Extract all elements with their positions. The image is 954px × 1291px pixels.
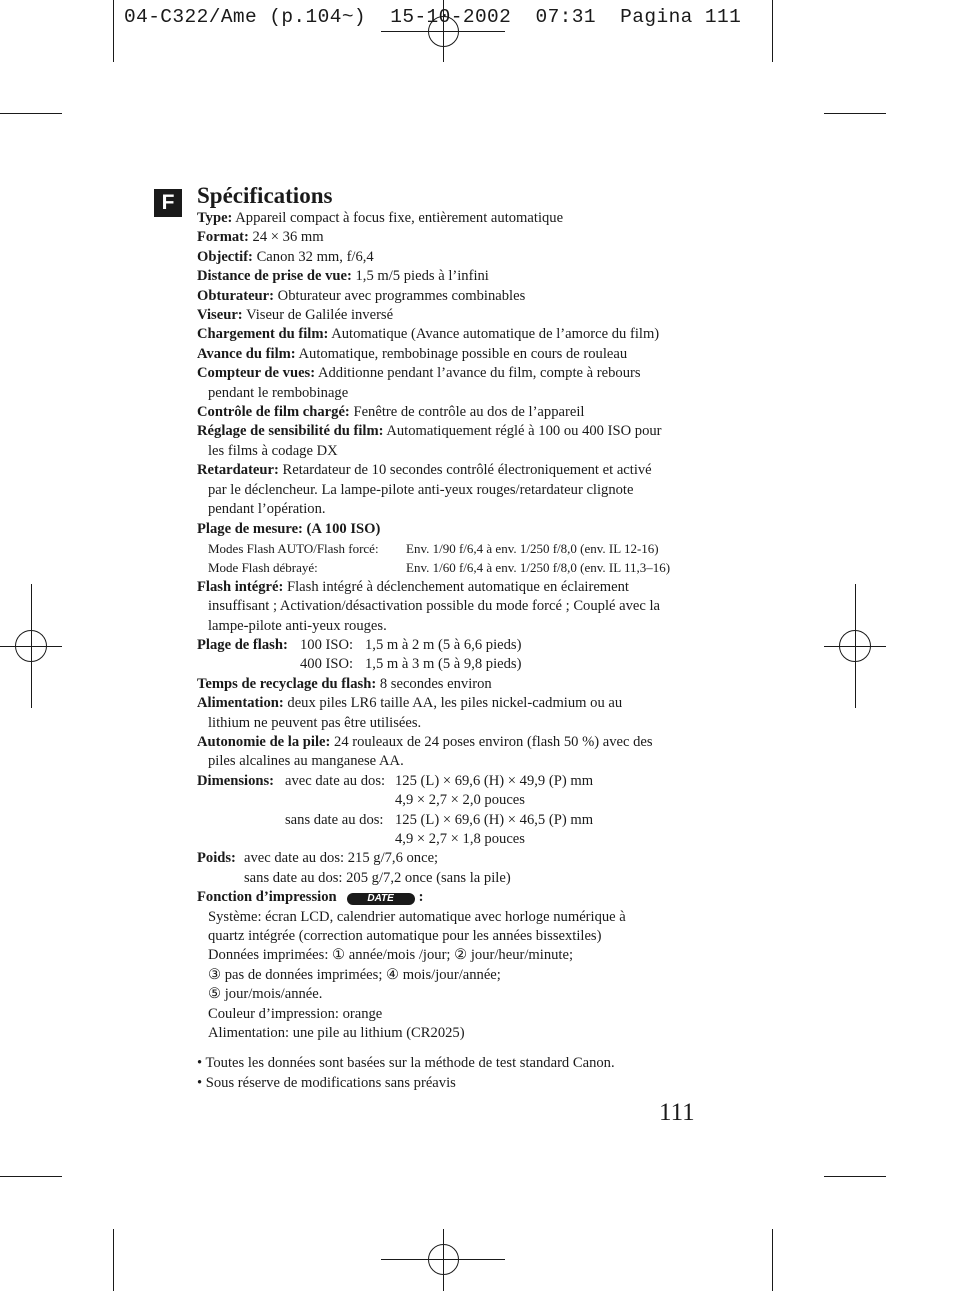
spec-value: Appareil compact à focus fixe, entièrement automatique [235,210,564,226]
spec-list [197,209,717,1093]
spec-label: Obturateur: [197,287,275,304]
metering-row [197,539,717,558]
spec-flash-integre [197,578,717,597]
spec-label: Distance de prise de vue: [197,268,352,285]
spec-distance [197,267,717,286]
spec-continuation: lampe-pilote anti-yeux rouges. [208,617,387,634]
spec-label: Réglage de sensibilité du film: [197,423,384,440]
date-function-line: Système: écran LCD, calendrier automatique avec horloge numérique à [208,908,626,925]
flash-range-value: 1,5 m à 2 m (5 à 6,6 pieds) [365,636,522,653]
spec-sensibilite [197,422,717,441]
registration-mark [15,630,47,662]
metering-value: Env. 1/60 f/6,4 à env. 1/250 f/8,0 (env. IL 11,3–16) [406,560,671,576]
spec-format [197,228,717,247]
flash-range-value: 1,5 m à 3 m (5 à 9,8 pieds) [365,656,522,673]
dimensions-value: 4,9 × 2,7 × 2,0 pouces [395,792,525,809]
spec-type [197,209,717,228]
spec-label: Contrôle de film chargé: [197,404,350,421]
spec-value: Obturateur avec programmes combinables [277,287,526,304]
flash-range-iso: 100 ISO: [300,636,354,653]
spec-label: Poids: [197,850,236,867]
metering-row [197,558,717,577]
spec-label: Objectif: [197,248,253,265]
date-function-line: Couleur d’impression: orange [208,1005,383,1022]
spec-continuation: piles alcalines au manganese AA. [208,753,404,770]
spec-value: Canon 32 mm, f/6,4 [256,248,374,265]
weight-value: sans date au dos: 205 g/7,2 once (sans la pile) [244,869,511,886]
metering-value: Env. 1/90 f/6,4 à env. 1/250 f/8,0 (env. IL 12-16) [406,540,659,556]
page-number: 111 [659,1099,695,1126]
dimensions-value: 4,9 × 2,7 × 1,8 pouces [395,831,525,847]
spec-continuation: pendant l’opération. [208,501,326,518]
spec-value: Automatiquement réglé à 100 ou 400 ISO pour [386,423,662,440]
spec-value: 24 × 36 mm [252,229,324,246]
spec-value: Viseur de Galilée inversé [246,307,394,324]
date-function-line: ③ pas de données imprimées; ④ mois/jour/année; [208,966,501,983]
dimensions-variant: avec date au dos: [285,772,386,789]
spec-label: Alimentation: [197,695,284,712]
registration-mark [428,1244,459,1275]
spec-retardateur [197,461,717,480]
spec-controle [197,403,717,422]
footnotes [197,1054,717,1093]
spec-value: Retardateur de 10 secondes contrôlé électroniquement et activé [282,462,652,479]
dimensions-row [197,772,717,791]
date-function-line: ⑤ jour/mois/année. [208,986,323,1003]
spec-label: Autonomie de la pile: [197,733,331,750]
language-badge: F [154,189,182,217]
footnote: • Toutes les données sont basées sur la méthode de test standard Canon. [197,1055,615,1072]
spec-label: Plage de flash: [197,636,288,653]
registration-mark [839,630,871,662]
metering-mode: Modes Flash AUTO/Flash forcé: [208,540,379,556]
spec-value: Additionne pendant l’avance du film, compte à rebours [317,365,641,382]
dimensions-variant: sans date au dos: [285,811,384,828]
spec-label: Viseur: [197,307,243,324]
spec-compteur [197,364,717,383]
spec-value: Automatique (Avance automatique de l’amorce du film) [331,326,660,343]
spec-label: Format: [197,229,249,246]
print-job-header: 04-C322/Ame (p.104~) 15-10-2002 07:31 Pagina 111 [124,6,742,28]
footnote: • Sous réserve de modifications sans préavis [197,1074,456,1091]
spec-label: Chargement du film: [197,326,329,343]
weight-row [197,869,717,888]
spec-label: Temps de recyclage du flash: [197,675,377,692]
page-title: Spécifications [197,183,333,208]
spec-autonomie [197,733,717,752]
spec-value: 8 secondes environ [379,675,492,692]
spec-label-colon: : [418,889,424,906]
flash-range-row [197,636,717,655]
weight-value: avec date au dos: 215 g/7,6 once; [244,850,439,867]
spec-obturateur [197,287,717,306]
spec-recyclage [197,675,717,694]
spec-fonction-impression [197,888,717,907]
dimensions-row [197,811,717,830]
spec-value: Automatique, rembobinage possible en cours de rouleau [298,345,628,362]
spec-value: deux piles LR6 taille AA, les piles nickel-cadmium ou au [287,695,623,712]
spec-continuation: les films à codage DX [208,442,338,459]
spec-label: Compteur de vues: [197,365,316,382]
spec-value: Flash intégré à déclenchement automatique en éclairement [287,578,629,595]
crop-mark [772,0,773,62]
flash-range-row [197,655,717,674]
spec-chargement [197,325,717,344]
spec-continuation: par le déclencheur. La lampe-pilote anti-yeux rouges/retardateur clignote [208,481,634,498]
metering-mode: Mode Flash débrayé: [208,560,318,576]
flash-range-iso: 400 ISO: [300,656,354,673]
crop-mark [0,1176,62,1177]
crop-mark [113,1229,114,1291]
crop-mark [824,1176,886,1177]
spec-continuation: pendant le rembobinage [208,384,349,401]
spec-label: Fonction d’impression [197,889,337,906]
date-badge-icon: DATE [347,893,415,905]
dimensions-value: 125 (L) × 69,6 (H) × 46,5 (P) mm [395,811,594,828]
spec-plage-mesure-label: Plage de mesure: (A 100 ISO) [197,520,381,537]
crop-mark [113,0,114,62]
dimensions-row [197,830,717,849]
spec-alimentation [197,694,717,713]
date-function-line: quartz intégrée (correction automatique pour les années bissextiles) [208,928,602,945]
spec-label: Avance du film: [197,345,296,362]
date-function-line: Données imprimées: ① année/mois /jour; ② jour/heur/minute; [208,947,573,964]
spec-continuation: insuffisant ; Activation/désactivation possible du mode forcé ; Couplé avec la [208,598,661,615]
spec-value: Fenêtre de contrôle au dos de l’appareil [353,404,585,421]
spec-label: Retardateur: [197,462,279,479]
spec-avance [197,345,717,364]
weight-row [197,849,717,868]
spec-label: Flash intégré: [197,578,284,595]
spec-value: 1,5 m/5 pieds à l’infini [355,268,489,285]
crop-mark [824,113,886,114]
spec-label: Dimensions: [197,772,275,789]
spec-value: 24 rouleaux de 24 poses environ (flash 50 %) avec des [334,733,653,750]
spec-label: Type: [197,210,233,226]
spec-viseur [197,306,717,325]
dimensions-row [197,791,717,810]
spec-objectif [197,248,717,267]
crop-mark [0,113,62,114]
dimensions-value: 125 (L) × 69,6 (H) × 49,9 (P) mm [395,772,594,789]
crop-mark [772,1229,773,1291]
date-function-line: Alimentation: une pile au lithium (CR2025) [208,1025,465,1042]
spec-continuation: lithium ne peuvent pas être utilisées. [208,714,422,731]
